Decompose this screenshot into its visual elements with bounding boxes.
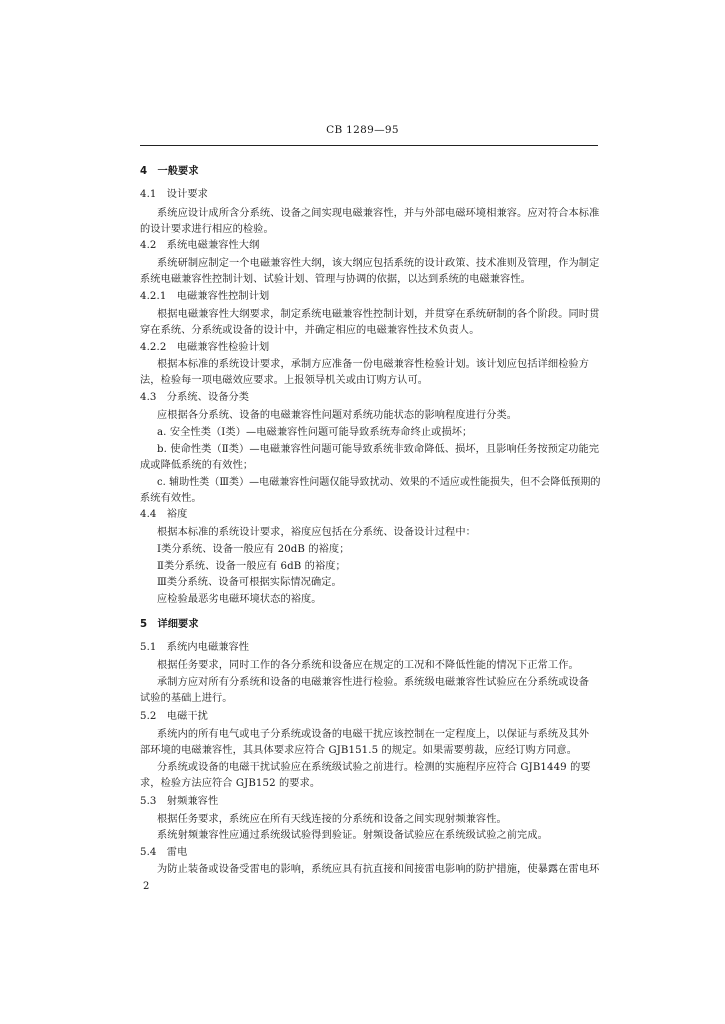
section-4-2-heading: 4.2 系统电磁兼容性大纲 xyxy=(140,240,260,251)
paragraph-line: 为防止装备或设备受雷电的影响，系统应具有抗直接和间接雷电影响的防护措施，使暴露在雷电环 xyxy=(157,864,600,875)
section-4-3-heading: 4.3 分系统、设备分类 xyxy=(140,392,250,403)
list-item: a. 安全性类（Ⅰ类）—电磁兼容性问题可能导致系统寿命终止或损坏； xyxy=(157,427,473,438)
paragraph-line: 系统应设计成所含分系统、设备之间实现电磁兼容性，并与外部电磁环境相兼容。应对符合本标准 xyxy=(157,208,600,219)
section-4-1-heading: 4.1 设计要求 xyxy=(140,189,208,200)
list-item: Ⅰ类分系统、设备一般应有 20dB 的裕度； xyxy=(157,544,350,555)
paragraph-line: 的设计要求进行相应的检验。 xyxy=(140,224,274,235)
paragraph-line: 求，检验方法应符合 GJB152 的要求。 xyxy=(140,778,321,789)
paragraph-line: 部环境的电磁兼容性，其具体要求应符合 GJB151.5 的规定。如果需要剪裁，应经订购方同意。 xyxy=(140,745,577,756)
section-4-2-1-heading: 4.2.1 电磁兼容性控制计划 xyxy=(140,291,270,302)
paragraph-line: 根据本标准的系统设计要求，承制方应准备一份电磁兼容性检验计划。该计划应包括详细检验方 xyxy=(157,359,590,370)
paragraph-line: 系统内的所有电气或电子分系统或设备的电磁干扰应该控制在一定程度上，以保证与系统及其外 xyxy=(157,729,590,740)
section-5-1-heading: 5.1 系统内电磁兼容性 xyxy=(140,642,250,653)
paragraph-line: 应根据各分系统、设备的电磁兼容性问题对系统功能状态的影响程度进行分类。 xyxy=(157,410,518,421)
paragraph-line: 系统射频兼容性应通过系统级试验得到验证。射频设备试验应在系统级试验之前完成。 xyxy=(157,830,548,841)
list-item: b. 使命性类（Ⅱ类）—电磁兼容性问题可能导致系统非致命降低、损坏，且影响任务按预定功能完 xyxy=(157,444,600,455)
paragraph-line: 根据任务要求，同时工作的各分系统和设备应在规定的工况和不降低性能的情况下正常工作。 xyxy=(157,660,579,671)
standard-code: CB 1289—95 xyxy=(326,124,399,136)
paragraph-line: 分系统或设备的电磁干扰试验应在系统级试验之前进行。检测的实施程序应符合 GJB1449 的要 xyxy=(157,762,591,773)
list-item: Ⅲ类分系统、设备可根据实际情况确定。 xyxy=(157,577,342,588)
paragraph-line: 根据本标准的系统设计要求，裕度应包括在分系统、设备设计过程中： xyxy=(157,527,476,538)
paragraph-line: 应检验最恶劣电磁环境状态的裕度。 xyxy=(157,594,322,605)
paragraph-line: 根据任务要求，系统应在所有天线连接的分系统和设备之间实现射频兼容性。 xyxy=(157,814,507,825)
page-number: 2 xyxy=(143,881,150,892)
section-5-4-heading: 5.4 雷电 xyxy=(140,847,188,858)
section-5-2-heading: 5.2 电磁干扰 xyxy=(140,711,208,722)
paragraph-line: 法，检验每一项电磁效应要求。上报领导机关或由订购方认可。 xyxy=(140,375,429,386)
paragraph-line: 系统电磁兼容性控制计划、试验计划、管理与协调的依据，以达到系统的电磁兼容性。 xyxy=(140,274,531,285)
list-item: Ⅱ类分系统、设备一般应有 6dB 的裕度； xyxy=(157,561,346,572)
paragraph-line: 系统有效性。 xyxy=(140,493,202,504)
paragraph-line: 承制方应对所有分系统和设备的电磁兼容性进行检验。系统级电磁兼容性试验应在分系统或设备 xyxy=(157,677,590,688)
section-5-heading: 5 详细要求 xyxy=(140,619,199,630)
paragraph-line: 成或降低系统的有效性； xyxy=(140,460,254,471)
paragraph-line: 根据电磁兼容性大纲要求，制定系统电磁兼容性控制计划，并贯穿在系统研制的各个阶段。同时贯 xyxy=(157,309,600,320)
paragraph-line: 穿在系统、分系统或设备的设计中，并确定相应的电磁兼容性技术负责人。 xyxy=(140,325,480,336)
paragraph-line: 试验的基础上进行。 xyxy=(140,693,233,704)
section-4-4-heading: 4.4 裕度 xyxy=(140,509,188,520)
section-4-heading: 4 一般要求 xyxy=(140,166,199,177)
section-5-3-heading: 5.3 射频兼容性 xyxy=(140,796,219,807)
header-divider xyxy=(140,145,598,146)
paragraph-line: 系统研制应制定一个电磁兼容性大纲，该大纲应包括系统的设计政策、技术准则及管理，作为制定 xyxy=(157,258,600,269)
list-item: c. 辅助性类（Ⅲ类）—电磁兼容性问题仅能导致扰动、效果的不适应或性能损失，但不会降低预期的 xyxy=(157,477,601,488)
section-4-2-2-heading: 4.2.2 电磁兼容性检验计划 xyxy=(140,342,270,353)
